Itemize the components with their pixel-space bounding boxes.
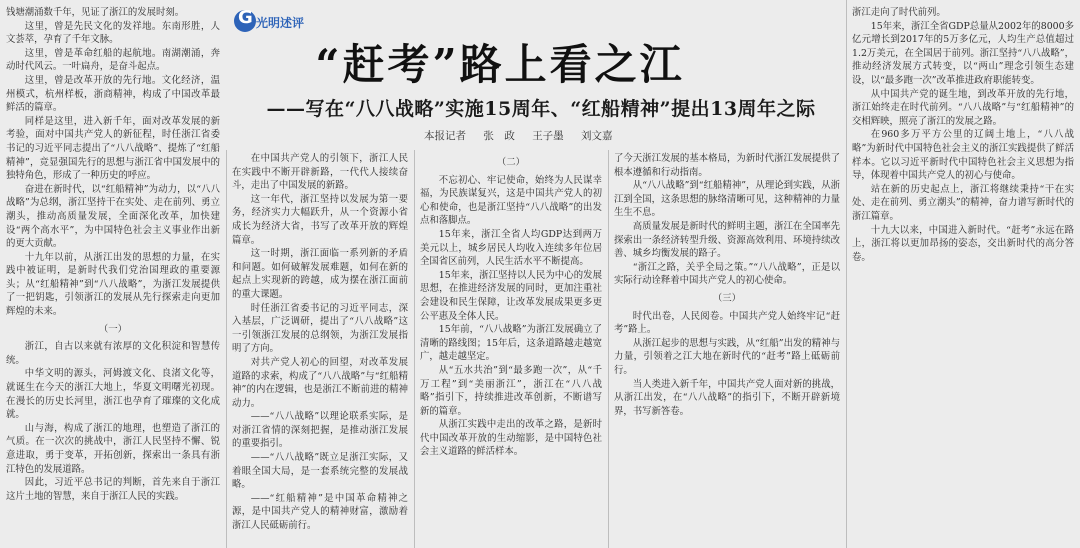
paragraph: “浙江之路，关乎全局之策。”“八八战略”，正是以实际行动诠释着中国共产党人的初心使命。 (614, 261, 840, 287)
paragraph: 不忘初心、牢记使命，始终为人民谋幸福，为民族谋复兴，这是中国共产党人的初心和使命，也是浙江坚持“八八战略”的出发点和落脚点。 (420, 174, 602, 227)
article-column-2 (232, 152, 408, 544)
paragraph: 十九年以前，从浙江出发的思想的力量，在实践中被证明，是新时代我们党治国理政的重要源头；从“红船精神”到“八八战略”，为浙江发展提供了一把钥匙，引领浙江的发展从先行探索走向更加辉煌的未来。 (6, 251, 220, 318)
paragraph: 十九大以来，中国进入新时代。“赶考”永远在路上，浙江将以更加昂扬的姿态，交出新时代的高分答卷。 (852, 224, 1074, 263)
paragraph: 在960多万平方公里的辽阔土地上，“八八战略”为新时代中国特色社会主义的浙江实践提供了鲜活样本。它以习近平新时代中国特色社会主义思想为指导，体现着中国共产党人的初心与使命。 (852, 129, 1074, 182)
paragraph: 15年来，浙江坚持以人民为中心的发展思想，在推进经济发展的同时，更加注重社会建设和民生保障，让改革发展成果更多更公平惠及全体人民。 (420, 269, 602, 322)
paragraph: 同样是这里，进入新千年，面对改革发展的新考验，面对中国共产党人的新征程，时任浙江省委书记的习近平同志提出了“八八战略”、提炼了“红船精神”，竞显强国先行的思想与浙江省中国发展中的独特角色，形成了一种历史的呼应。 (6, 115, 220, 182)
author-name: 张 政 (483, 130, 515, 142)
paragraph: 这里，曾是先民文化的发祥地。东南形胜，人文荟萃，孕育了千年文脉。 (6, 20, 220, 46)
paragraph: 时代出卷，人民阅卷。中国共产党人始终牢记“赶考”路上。 (614, 310, 840, 336)
paragraph: 这一年代，浙江坚持以发展为第一要务，经济实力大幅跃升，从一个资源小省成长为经济大省，书写了改革开放的辉煌篇章。 (232, 193, 408, 246)
article-column-4 (614, 152, 840, 544)
paragraph: 这里，曾是革命红船的起航地。南湖潮涌，奔动时代风云。一叶扁舟，是奋斗起点。 (6, 47, 220, 73)
paragraph: 山与海，构成了浙江的地理，也塑造了浙江的气质。在一次次的挑战中，浙江人民坚持不懈、锐意进取，勇于变革，开拓创新，探索出一条具有浙江特色的发展道路。 (6, 422, 220, 475)
article-column-5 (852, 6, 1074, 544)
paragraph: 从中国共产党的诞生地，到改革开放的先行地，浙江始终走在时代前列。“八八战略”与“红船精神”的交相辉映，照亮了浙江的发展之路。 (852, 88, 1074, 127)
byline-label: 本报记者 (424, 130, 466, 142)
section-number: （二） (496, 157, 526, 168)
paragraph: 奋进在新时代，以“红船精神”为动力，以“八八战略”为总纲，浙江坚持干在实处、走在前列、勇立潮头，推动高质量发展，全面深化改革，加快建设“两个高水平”，为中国特色社会主义事业作出新的更大贡献。 (6, 183, 220, 250)
section-number: （三） (712, 292, 742, 304)
paragraph: 高质量发展是新时代的鲜明主题，浙江在全国率先探索出一条经济转型升级、资源高效利用、环境持续改善、城乡均衡发展的路子。 (614, 220, 840, 260)
paragraph: ——“八八战略”既立足浙江实际，又着眼全国大局，是一套系统完整的发展战略。 (232, 452, 408, 491)
column-divider (414, 150, 415, 548)
paragraph: 15年来，浙江全省GDP总量从2002年的8000多亿元增长到2017年的5万多亿元，人均生产总值超过1.2万美元，在全国居于前列。浙江坚持“八八战略”，推动经济发展方式转变，以“两山”理念引领生态建设，以“最多跑一次”改革推进政府职能转变。 (852, 20, 1074, 86)
paragraph: 站在新的历史起点上，浙江将继续秉持“干在实处、走在前列、勇立潮头”的精神，奋力谱写新时代的浙江篇章。 (852, 183, 1074, 222)
brand-logo-letter: G (238, 7, 253, 28)
paragraph: 钱塘潮涌数千年，见证了浙江的发展时刻。 (6, 7, 185, 18)
article-headline: “赶考”路上看之江 (315, 40, 685, 89)
paragraph: 时任浙江省委书记的习近平同志，深入基层，广泛调研，提出了“八八战略”这一引领浙江发展的总纲领，为浙江发展指明了方向。 (232, 302, 408, 355)
author-name: 刘文嘉 (581, 130, 613, 142)
paragraph: 中华文明的源头，河姆渡文化、良渚文化等，就诞生在今天的浙江大地上，华夏文明曙光初现。在漫长的历史长河里，浙江也孕育了璀璨的文化成就。 (6, 368, 220, 421)
paragraph: 从“八八战略”到“红船精神”，从理论到实践，从浙江到全国，这条思想的脉络清晰可见，这种精神的力量生生不息。 (614, 180, 840, 219)
paragraph: 浙江走向了时代前列。 (852, 7, 946, 18)
paragraph: 从浙江起步的思想与实践，从“红船”出发的精神与力量，引领着之江大地在新时代的“赶考”路上砥砺前行。 (614, 337, 840, 376)
section-number: （一） (98, 323, 128, 335)
paragraph: 这里，曾是改革开放的先行地。文化经济，温州模式，杭州样板，浙商精神，构成了中国改革最鲜活的篇章。 (6, 74, 220, 114)
paragraph: ——“红船精神”是中国革命精神之源，是中国共产党人的精神财富，激励着浙江人民砥砺前行。 (232, 492, 408, 532)
author-name: 王子墨 (532, 130, 564, 142)
paragraph: 从浙江实践中走出的改革之路，是新时代中国改革开放的生动缩影，是中国特色社会主义道路的鲜活样本。 (420, 419, 602, 458)
article-column-3 (420, 152, 602, 544)
paragraph: 从“五水共治”到“最多跑一次”，从“千万工程”到“美丽浙江”，浙江在“八八战略”指引下，持续推进改革创新，不断谱写新的篇章。 (420, 364, 602, 417)
column-divider (226, 150, 227, 548)
paragraph: 对共产党人初心的回望，对改革发展道路的求索，构成了“八八战略”与“红船精神”的内在逻辑，也是浙江不断前进的精神动力。 (232, 356, 408, 409)
paragraph: 了今天浙江发展的基本格局，为新时代浙江发展提供了根本遵循和行动指南。 (614, 153, 840, 178)
column-divider (846, 0, 847, 548)
article-column-1 (6, 6, 220, 544)
paragraph: ——“八八战略”以理论联系实际，是对浙江省情的深刻把握，是推动浙江发展的重要指引。 (232, 411, 408, 450)
article-byline (424, 128, 627, 143)
paragraph: 在中国共产党人的引领下，浙江人民在实践中不断开辟新路，一代代人接续奋斗，走出了中国发展的新路。 (232, 153, 408, 192)
paragraph: 因此，习近平总书记的判断，首先来自于浙江这片土地的智慧，来自于浙江人民的实践。 (6, 477, 220, 502)
paragraph: 当人类进入新千年，中国共产党人面对新的挑战，从浙江出发，在“八八战略”的指引下，不断开辟新境界，书写新答卷。 (614, 378, 840, 417)
column-divider (608, 150, 609, 548)
paragraph: 15年前，“八八战略”为浙江发展确立了清晰的路线图；15年后，这条道路越走越宽广，越走越坚定。 (420, 324, 602, 363)
brand-name: 光明述评 (256, 16, 305, 30)
paragraph: 15年来，浙江全省人均GDP达到两万美元以上，城乡居民人均收入连续多年位居全国省区前列，人民生活水平不断提高。 (420, 228, 602, 268)
paragraph: 浙江，自古以来就有浓厚的文化积淀和智慧传统。 (6, 341, 220, 366)
paragraph: 这一时期，浙江面临一系列新的矛盾和问题。如何破解发展难题，如何在新的起点上实现新的跨越，成为摆在浙江面前的重大课题。 (232, 248, 408, 300)
article-subtitle: ——写在“八八战略”实施15周年、“红船精神”提出13周年之际 (266, 98, 816, 120)
